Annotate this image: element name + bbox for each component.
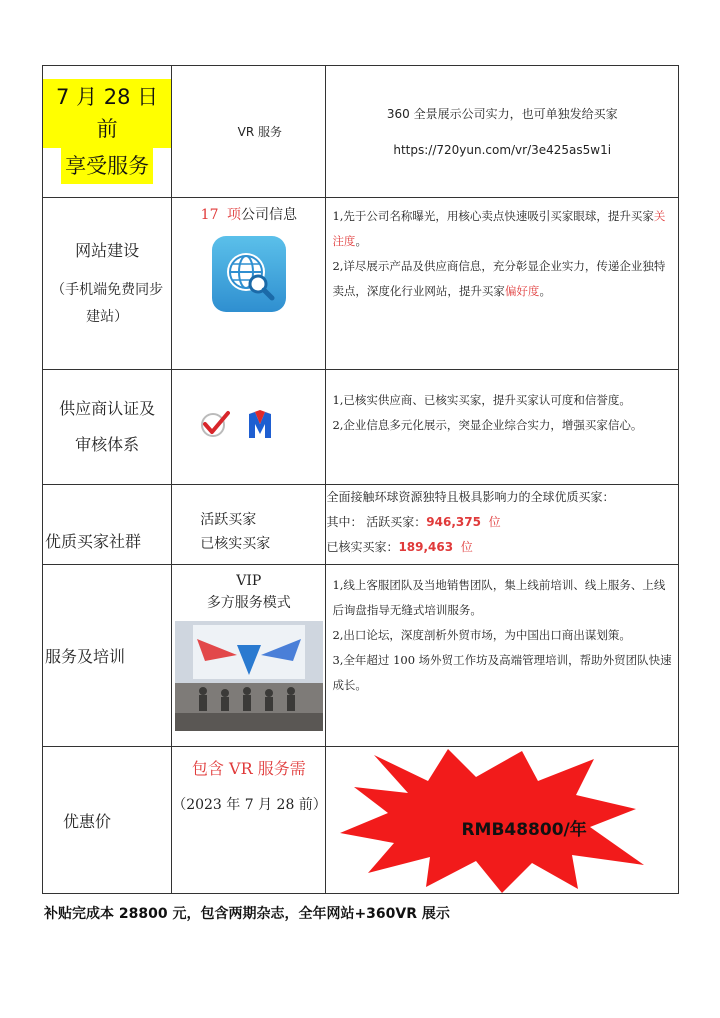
row-vr xyxy=(43,66,679,198)
website-cat-title: 网站建设 xyxy=(75,241,140,260)
price-burst-cell xyxy=(326,747,679,894)
row-verification xyxy=(43,370,679,485)
footer-note: 补贴完成本 28800 元，包含两期杂志，全年网站+360VR 展示 xyxy=(44,906,450,922)
buyers-cat: 优质买家社群 xyxy=(45,532,142,551)
training-point-2: 2,出口论坛，深度剖析外贸市场，为中国出口商出谋划策。 xyxy=(332,628,631,642)
website-cat-sub1: （手机端免费同步 xyxy=(51,282,164,298)
row-buyers xyxy=(43,485,679,565)
verification-point-1: 1,已核实供应商、已核实买家，提升买家认可度和信誉度。 xyxy=(332,393,631,407)
info-count: 17 xyxy=(200,207,219,223)
training-point-1: 1,线上客服团队及当地销售团队，集上线前培训、线上服务、上线后询盘指导无缝式培训服务。 xyxy=(332,578,666,617)
active-buyers-line: 其中： 活跃买家：946,375 位 xyxy=(326,515,501,529)
mode-label: 多方服务模式 xyxy=(206,595,291,611)
verification-cat-line1: 供应商认证及 xyxy=(59,399,156,418)
website-cat-sub2: 建站） xyxy=(86,309,129,325)
row-training xyxy=(43,565,679,747)
price-date: （2023 年 7 月 28 前） xyxy=(172,797,327,813)
training-cat: 服务及培训 xyxy=(45,647,126,666)
website-info-cell xyxy=(172,198,326,370)
buyers-desc-cell xyxy=(326,485,679,565)
price-cat-cell xyxy=(43,747,172,894)
globe-search-icon xyxy=(212,236,286,312)
buyers-intro: 全面接触环球资源独特且极具影响力的全球优质买家： xyxy=(326,490,615,504)
website-point-1: 1,先于公司名称曝光，用核心卖点快速吸引买家眼球，提升买家关注度。 xyxy=(332,209,666,248)
vr-url: https://720yun.com/vr/3e425as5w1i xyxy=(393,142,612,157)
verified-check-icon xyxy=(200,409,230,443)
deadline-cell xyxy=(43,66,172,198)
active-buyers-label: 活跃买家 xyxy=(200,511,257,528)
verification-cat-cell xyxy=(43,370,172,485)
verified-buyers-line: 已核实买家：189,463 位 xyxy=(326,540,473,554)
training-desc-cell xyxy=(326,565,679,747)
deadline-line2: 享受服务 xyxy=(61,148,153,185)
verified-buyers-label: 已核实买家 xyxy=(200,535,271,552)
training-mode-cell xyxy=(172,565,326,747)
website-cat-cell xyxy=(43,198,172,370)
row-website xyxy=(43,198,679,370)
buyers-cat-cell xyxy=(43,485,172,565)
website-point-2: 2,详尽展示产品及供应商信息，充分彰显企业实力，传递企业独特卖点，深度化行业网站，提升买家偏好度。 xyxy=(332,259,666,298)
price-cat: 优惠价 xyxy=(63,811,112,831)
vr-desc: 360 全景展示公司实力，也可单独发给买家 xyxy=(386,106,618,121)
price-value: RMB48800/年 xyxy=(461,820,587,840)
forum-photo xyxy=(175,621,323,731)
buyers-labels-cell xyxy=(172,485,326,565)
deadline-line1: 7 月 28 日前 xyxy=(43,79,171,148)
training-cat-cell xyxy=(43,565,172,747)
info-count-label: 公司信息 xyxy=(240,207,297,223)
vr-service-label: VR 服务 xyxy=(172,66,326,198)
row-price xyxy=(43,747,679,894)
verification-desc-cell xyxy=(326,370,679,485)
verification-point-2: 2,企业信息多元化展示，突显企业综合实力，增强买家信心。 xyxy=(332,418,643,432)
verification-cat-line2: 审核体系 xyxy=(75,435,140,454)
include-vr-label: 包含 VR 服务需 xyxy=(191,759,306,778)
price-include-cell xyxy=(172,747,326,894)
vip-label: VIP xyxy=(236,573,262,589)
training-point-3: 3,全年超过 100 场外贸工作坊及高端管理培训，帮助外贸团队快速成长。 xyxy=(332,653,672,692)
info-count-label-red: 项 xyxy=(226,207,241,223)
website-desc-cell xyxy=(326,198,679,370)
vr-desc-cell xyxy=(326,66,679,198)
m-shield-icon xyxy=(245,408,275,444)
service-table xyxy=(42,65,679,894)
verification-icons-cell xyxy=(172,370,326,485)
